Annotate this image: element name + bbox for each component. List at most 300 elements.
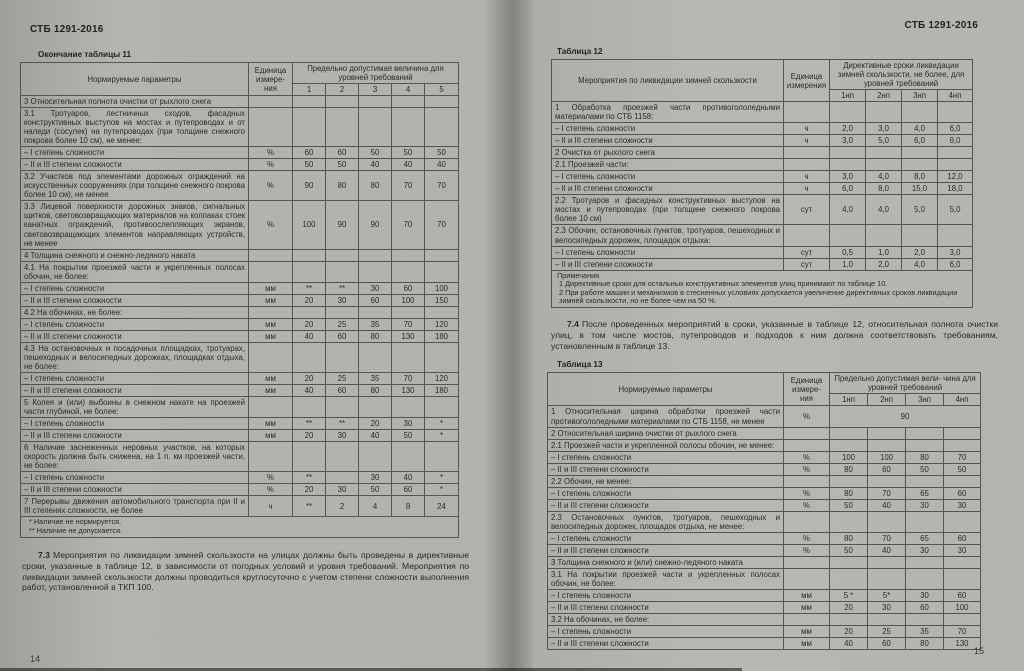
param-label-cell: – II и III степени сложности (548, 602, 784, 614)
value-cell (326, 442, 359, 472)
table-row (548, 451, 981, 463)
value-cell (293, 396, 326, 417)
value-cell (425, 342, 459, 372)
value-cell: 90 (293, 171, 326, 201)
param-label-cell: 2.1 Проезжей части и укрепленной полосы обочин, не менее: (548, 439, 784, 451)
value-cell (425, 442, 459, 472)
value-cell: 4,0 (902, 258, 938, 270)
value-cell (902, 147, 938, 159)
unit-cell (249, 396, 293, 417)
param-label-cell: 5 Колея и (или) выбоины в снежном накате на проезжей части глубиной, не более: (21, 396, 249, 417)
unit-header-cell: Единица измере- ния (784, 373, 830, 406)
value-cell: 30 (906, 544, 944, 556)
value-cell: 40 (359, 159, 392, 171)
value-cell: 50 (392, 147, 425, 159)
value-cell (944, 511, 981, 532)
level-col-3np: 3нп (902, 90, 938, 102)
unit-cell: мм (249, 372, 293, 384)
param-label-cell: – II и III степени сложности (21, 430, 249, 442)
value-cell: 5 * (830, 589, 868, 601)
param-label-cell: – II и III степени сложности (548, 463, 784, 475)
value-cell: 70 (425, 201, 459, 249)
value-cell: ** (293, 282, 326, 294)
table-row (21, 306, 459, 318)
table-row (548, 475, 981, 487)
value-cell (392, 306, 425, 318)
value-cell (326, 306, 359, 318)
value-cell (392, 442, 425, 472)
table-row (548, 499, 981, 511)
value-cell (906, 427, 944, 439)
value-cell: 80 (326, 171, 359, 201)
levels-header-cell: Предельно допустимая вели- чина для уровней требований (830, 373, 981, 394)
value-cell: 70 (944, 626, 981, 638)
value-cell (830, 614, 868, 626)
table-row (21, 159, 459, 171)
value-cell (425, 249, 459, 261)
unit-cell: ч (249, 496, 293, 517)
unit-cell: % (249, 484, 293, 496)
table-row (548, 487, 981, 499)
value-cell: 60 (326, 330, 359, 342)
unit-cell (784, 427, 830, 439)
doc-number-left: СТБ 1291-2016 (30, 24, 104, 35)
value-cell: 40 (359, 430, 392, 442)
value-cell (293, 108, 326, 147)
table-11 (20, 62, 459, 538)
value-cell (938, 147, 973, 159)
value-cell: 3,0 (830, 171, 866, 183)
value-cell: 4,0 (866, 171, 902, 183)
table-row (21, 147, 459, 159)
unit-cell: мм (249, 318, 293, 330)
table-13-body (548, 406, 981, 650)
unit-cell: % (784, 544, 830, 556)
level-col-2: 2 (326, 84, 359, 96)
table-row (21, 384, 459, 396)
value-cell: 40 (868, 499, 906, 511)
value-cell (359, 249, 392, 261)
table-row (552, 258, 973, 270)
unit-cell (249, 306, 293, 318)
value-cell: 60 (392, 484, 425, 496)
value-cell: 1,0 (830, 258, 866, 270)
value-cell: 50 (326, 159, 359, 171)
value-cell: 80 (830, 487, 868, 499)
table-row (21, 517, 459, 538)
value-cell: 70 (868, 487, 906, 499)
value-cell (868, 568, 906, 589)
value-cell: 100 (944, 602, 981, 614)
value-cell: 18,0 (938, 183, 973, 195)
value-cell: 6,0 (830, 183, 866, 195)
value-cell: 2,0 (902, 246, 938, 258)
value-cell: 30 (326, 430, 359, 442)
value-cell: 70 (868, 532, 906, 544)
value-cell (944, 475, 981, 487)
param-header-cell: Нормируемые параметры (548, 373, 784, 406)
table-row (548, 373, 981, 394)
table-11-footnotes (21, 517, 459, 538)
value-cell: 20 (293, 372, 326, 384)
table-row (21, 330, 459, 342)
level-col-2np: 2нп (866, 90, 902, 102)
value-cell (944, 439, 981, 451)
value-cell (868, 427, 906, 439)
unit-cell: ч (784, 135, 830, 147)
value-cell: 65 (906, 532, 944, 544)
param-label-cell: 4 Толщина снежного и снежно-ледяного наката (21, 249, 249, 261)
value-cell: 120 (425, 372, 459, 384)
value-cell: 20 (293, 430, 326, 442)
param-label-cell: 4.3 На остановочных и посадочных площадках, тротуарах, пешеходных и велосипедных дорожках, площадках отдыха, не более: (21, 342, 249, 372)
value-cell (326, 249, 359, 261)
value-cell: 70 (392, 201, 425, 249)
value-cell (944, 427, 981, 439)
book-gutter-shadow (486, 0, 534, 671)
table-row (21, 430, 459, 442)
param-label-cell: – II и III степени сложности (552, 258, 784, 270)
value-cell (906, 614, 944, 626)
value-cell: * (425, 430, 459, 442)
value-cell (830, 225, 866, 246)
value-cell (293, 96, 326, 108)
note-1: 1 Директивные сроки для остальных конструктивных элементов улиц принимают по таблице 10. (559, 279, 888, 289)
param-label-cell: – II и III степени сложности (21, 384, 249, 396)
unit-cell (249, 108, 293, 147)
param-label-cell: 3.2 Участков под элементами дорожных ограждений на искусственных сооружениях (при толщине снежного покрова более 10 см), не менее (21, 171, 249, 201)
value-cell: 15,0 (902, 183, 938, 195)
value-cell (830, 147, 866, 159)
table-row (552, 60, 973, 90)
value-cell: 3,0 (866, 123, 902, 135)
unit-cell (784, 475, 830, 487)
param-label-cell: 7 Перерывы движения автомобильного транспорта при II и III степенях сложности, не более (21, 496, 249, 517)
value-cell: 100 (868, 451, 906, 463)
value-cell: 50 (906, 463, 944, 475)
value-cell: 30 (359, 472, 392, 484)
table-row (21, 472, 459, 484)
param-label-cell: – I степень сложности (548, 487, 784, 499)
param-label-cell: 4.2 На обочинах, не более: (21, 306, 249, 318)
value-cell: 25 (868, 626, 906, 638)
unit-cell (784, 159, 830, 171)
value-cell: 0,5 (830, 246, 866, 258)
value-cell (906, 475, 944, 487)
param-label-cell: – I степень сложности (21, 472, 249, 484)
value-cell: 3,0 (830, 135, 866, 147)
unit-cell: сут (784, 246, 830, 258)
value-cell: 50 (293, 159, 326, 171)
unit-cell (249, 261, 293, 282)
value-cell: 70 (392, 318, 425, 330)
param-label-cell: – II и III степени сложности (21, 294, 249, 306)
value-cell (359, 306, 392, 318)
param-label-cell: 2.3 Остановочных пунктов, тротуаров, пешеходных и велосипедных дорожек, площадок отдыха, не менее: (548, 511, 784, 532)
level-col-5: 5 (425, 84, 459, 96)
value-cell: * (425, 484, 459, 496)
value-cell: 2,0 (830, 123, 866, 135)
unit-cell: мм (249, 418, 293, 430)
table-row (552, 147, 973, 159)
table-row (21, 496, 459, 517)
table-row (548, 439, 981, 451)
unit-cell: мм (249, 294, 293, 306)
param-label-cell: – I степень сложности (21, 372, 249, 384)
paragraph-number: 7.3 (38, 550, 50, 561)
value-cell: 60 (392, 282, 425, 294)
value-cell: 40 (868, 544, 906, 556)
value-cell: 80 (906, 451, 944, 463)
param-label-cell: 3.2 На обочинах, не более: (548, 614, 784, 626)
param-label-cell: 6 Наличие заснеженных неровных участков, на которых скорость должна быть снижена, на 1 п. км проезжей части, не более: (21, 442, 249, 472)
table-row (552, 183, 973, 195)
value-cell: 80 (359, 171, 392, 201)
levels-header-cell: Директивные сроки ликвидации зимней скользкости, не более, для уровней требований (830, 60, 973, 90)
param-label-cell: 2.3 Обочин, остановочных пунктов, тротуаров, пешеходных и велосипедных дорожек, площадок отдыха: (552, 225, 784, 246)
unit-cell: мм (784, 638, 830, 650)
value-cell: 4,0 (902, 123, 938, 135)
param-label-cell: – II и III степени сложности (552, 135, 784, 147)
value-cell (830, 102, 866, 123)
value-cell: 30 (359, 282, 392, 294)
table-12 (551, 59, 973, 308)
value-cell (392, 108, 425, 147)
paragraph-7-3 (22, 550, 469, 593)
value-cell (902, 225, 938, 246)
paragraph-7-4 (551, 319, 998, 351)
unit-cell (784, 225, 830, 246)
value-cell (906, 556, 944, 568)
table-row (548, 532, 981, 544)
table-row (21, 484, 459, 496)
value-cell (425, 108, 459, 147)
table-11-caption: Окончание таблицы 11 (38, 50, 132, 59)
levels-header-cell: Предельно допустимая величина для уровней требований (293, 63, 459, 84)
unit-header-cell: Единица измере- ния (249, 63, 293, 96)
unit-cell (784, 439, 830, 451)
value-cell (830, 439, 868, 451)
unit-cell: % (784, 463, 830, 475)
table-row (21, 63, 459, 84)
value-cell (359, 396, 392, 417)
value-cell: ** (326, 282, 359, 294)
value-cell: 50 (392, 430, 425, 442)
value-cell (938, 225, 973, 246)
value-cell: 60 (868, 463, 906, 475)
value-cell (359, 108, 392, 147)
unit-cell: % (784, 499, 830, 511)
value-cell: 24 (425, 496, 459, 517)
value-cell: 50 (830, 544, 868, 556)
param-label-cell: 3.3 Лицевой поверхности дорожных знаков, сигнальных щитков, световозвращающих материалов на колпаках стоек канатных ограждений, противоослепляющих экранов, световозвращающих элементов направляющих устройств, не менее (21, 201, 249, 249)
unit-cell: % (249, 159, 293, 171)
value-cell: 40 (392, 472, 425, 484)
table-12-body (552, 102, 973, 270)
table-row (548, 626, 981, 638)
value-cell: 1,0 (866, 246, 902, 258)
unit-cell (784, 511, 830, 532)
value-cell: 180 (425, 330, 459, 342)
table-11-header (21, 63, 459, 96)
table-row (548, 544, 981, 556)
unit-cell: сут (784, 258, 830, 270)
param-label-cell: 3.1 Тротуаров, лестничных сходов, фасадных конструктивных выступов на мостах и путепроводах и от наледи (сосулек) на путепроводах (при толщине снежного покрова более 10 см), не менее: (21, 108, 249, 147)
param-label-cell: 3 Толщина снежного и (или) снежно-ледяного наката (548, 556, 784, 568)
value-cell: 4,0 (866, 195, 902, 225)
table-row (21, 294, 459, 306)
value-cell: 70 (392, 372, 425, 384)
table-row (21, 418, 459, 430)
value-cell: 4 (359, 496, 392, 517)
value-cell: 60 (326, 384, 359, 396)
table-row (21, 261, 459, 282)
value-cell (392, 261, 425, 282)
table-row (21, 201, 459, 249)
unit-cell: % (784, 406, 830, 427)
value-cell (944, 568, 981, 589)
value-cell (868, 556, 906, 568)
table-row (552, 159, 973, 171)
param-label-cell: – II и III степени сложности (21, 159, 249, 171)
value-cell (866, 225, 902, 246)
table-row (552, 123, 973, 135)
table-12-notes (552, 270, 973, 308)
value-cell: 60 (944, 487, 981, 499)
level-col-1np: 1нп (830, 90, 866, 102)
doc-number-right: СТБ 1291-2016 (904, 20, 978, 31)
value-cell: * (425, 472, 459, 484)
value-cell: 12,0 (938, 171, 973, 183)
value-cell: 80 (906, 638, 944, 650)
value-cell: 130 (944, 638, 981, 650)
unit-cell: % (784, 451, 830, 463)
value-cell: 30 (944, 544, 981, 556)
table-12-caption: Таблица 12 (557, 47, 603, 56)
value-cell (868, 439, 906, 451)
value-cell: 50 (944, 463, 981, 475)
value-cell (830, 427, 868, 439)
value-cell (392, 249, 425, 261)
unit-cell: ч (784, 183, 830, 195)
value-cell: 30 (392, 418, 425, 430)
value-cell (326, 472, 359, 484)
value-cell: 5* (868, 589, 906, 601)
value-cell: 150 (425, 294, 459, 306)
param-label-cell: – I степень сложности (552, 123, 784, 135)
value-cell (359, 442, 392, 472)
value-cell: 60 (359, 294, 392, 306)
value-cell: 60 (868, 638, 906, 650)
unit-cell: сут (784, 195, 830, 225)
unit-cell: мм (249, 384, 293, 396)
value-cell: 20 (830, 602, 868, 614)
value-cell: 50 (359, 147, 392, 159)
unit-cell: ч (784, 171, 830, 183)
value-cell: 60 (293, 147, 326, 159)
value-cell: 90 (359, 201, 392, 249)
param-label-cell: – I степень сложности (548, 532, 784, 544)
param-label-cell: – II и III степени сложности (552, 183, 784, 195)
param-label-cell: – I степень сложности (552, 246, 784, 258)
table-row (21, 249, 459, 261)
param-label-cell: 2.2 Тротуаров и фасадных конструктивных выступов на мостах и путепроводах (при толщине снежного покрова более 10 см) (552, 195, 784, 225)
unit-cell: мм (784, 602, 830, 614)
value-cell (866, 147, 902, 159)
value-cell (830, 475, 868, 487)
value-cell: 8,0 (902, 171, 938, 183)
value-cell: 20 (293, 294, 326, 306)
footnote-not-normed: * Наличие не нормируется. (29, 517, 122, 527)
value-cell (359, 261, 392, 282)
value-cell (392, 96, 425, 108)
table-row (552, 171, 973, 183)
value-cell (868, 614, 906, 626)
table-row (548, 638, 981, 650)
param-header-cell: Мероприятия по ликвидации зимней скользкости (552, 60, 784, 102)
table-row (548, 568, 981, 589)
value-cell (944, 556, 981, 568)
value-cell: 30 (868, 602, 906, 614)
value-cell: * (425, 418, 459, 430)
value-cell: 5,0 (938, 195, 973, 225)
value-cell: 4,0 (830, 195, 866, 225)
value-cell: 8 (392, 496, 425, 517)
param-label-cell: – II и III степени сложности (21, 330, 249, 342)
unit-cell: % (249, 472, 293, 484)
value-cell: 80 (359, 330, 392, 342)
value-cell: 30 (906, 589, 944, 601)
level-col-1: 1 (293, 84, 326, 96)
table-row (552, 195, 973, 225)
table-row (548, 427, 981, 439)
value-cell: 2,0 (866, 258, 902, 270)
page-left (0, 0, 487, 671)
table-row (21, 396, 459, 417)
unit-header-cell: Единица измерения (784, 60, 830, 102)
value-cell: 80 (830, 463, 868, 475)
param-label-cell: – I степень сложности (21, 418, 249, 430)
param-label-cell: 2.1 Проезжей части: (552, 159, 784, 171)
value-cell (938, 159, 973, 171)
value-cell (902, 102, 938, 123)
unit-cell (249, 249, 293, 261)
unit-cell (784, 102, 830, 123)
param-label-cell: 3 Относительная полнота очистки от рыхлого снега (21, 96, 249, 108)
value-cell: 30 (906, 499, 944, 511)
value-cell (944, 614, 981, 626)
value-cell: 40 (293, 384, 326, 396)
value-cell (293, 249, 326, 261)
param-label-cell: – I степень сложности (548, 626, 784, 638)
value-cell (938, 102, 973, 123)
param-label-cell: – I степень сложности (21, 147, 249, 159)
table-13-caption: Таблица 13 (557, 360, 603, 370)
value-cell: 20 (293, 318, 326, 330)
value-cell: 70 (944, 451, 981, 463)
table-row (552, 102, 973, 123)
value-cell: 8,0 (866, 183, 902, 195)
value-cell: 35 (906, 626, 944, 638)
value-cell (425, 396, 459, 417)
value-cell: 30 (326, 294, 359, 306)
unit-cell: ч (784, 123, 830, 135)
paragraph-text: Мероприятия по ликвидации зимней скользкости на улицах должны быть проведены в директивные сроки, указанные в таблице 12, в зависимости от погодных условий и уровня требований. Мероприятия по ликвидации зимней скользкости должны проводиться круглосуточно с учетом степени сложности выполнения работ, установленной в ТКП 100. (22, 550, 469, 593)
value-cell (902, 159, 938, 171)
unit-cell (249, 342, 293, 372)
value-cell: 130 (392, 384, 425, 396)
param-label-cell: 2 Относительная ширина очистки от рыхлого снега (548, 427, 784, 439)
